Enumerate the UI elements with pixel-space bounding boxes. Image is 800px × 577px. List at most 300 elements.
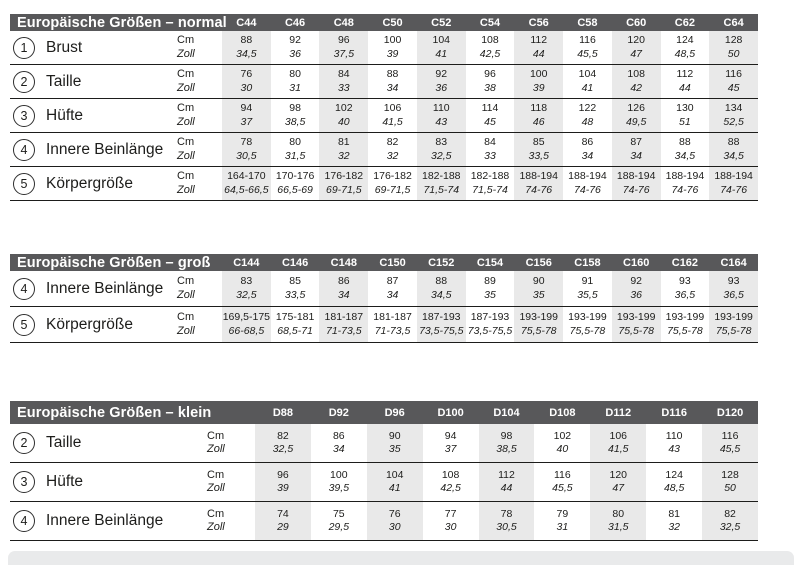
value-cell: [709, 167, 758, 200]
value-cell: [311, 424, 367, 462]
column-header: C150: [379, 256, 406, 269]
column-header: C52: [431, 16, 452, 29]
value-cell: [514, 65, 563, 98]
cm-value: 83: [435, 136, 448, 148]
cm-value: 193-199: [616, 311, 656, 323]
zoll-value: 40: [337, 115, 350, 128]
value-cell: [466, 65, 515, 98]
value-cell: [479, 463, 535, 501]
cm-value: 128: [724, 34, 743, 46]
circled-number: 2: [13, 432, 35, 454]
cm-value: 124: [665, 468, 683, 481]
value-cell: [255, 424, 311, 462]
value-cell: [368, 31, 417, 64]
value-cell: [417, 167, 466, 200]
cm-value: 128: [721, 468, 739, 481]
value-cell: [222, 307, 271, 342]
cm-value: 87: [630, 136, 643, 148]
circled-number: 3: [13, 471, 35, 493]
cm-value: 112: [530, 34, 548, 46]
cm-value: 88: [679, 136, 691, 148]
value-cell: [367, 424, 423, 462]
cm-value: 81: [668, 507, 680, 520]
cm-value: 80: [289, 68, 301, 80]
zoll-value: 35: [388, 443, 401, 455]
cm-value: 80: [289, 136, 301, 148]
table-header-bar: [10, 254, 758, 271]
value-cell: [514, 31, 563, 64]
cm-value: 102: [553, 429, 572, 442]
unit-zoll-label: Zoll: [207, 443, 225, 455]
value-cell: [612, 65, 661, 98]
value-cell: [311, 463, 367, 501]
cm-value: 84: [484, 136, 496, 148]
cm-value: 88: [727, 136, 740, 148]
unit-cm-label: Cm: [207, 507, 225, 520]
zoll-value: 52,5: [723, 115, 744, 128]
table-title: Europäische Größen – normal: [17, 14, 227, 31]
zoll-value: 37: [444, 443, 457, 455]
zoll-value: 36,5: [723, 288, 744, 301]
cm-value: 93: [679, 275, 691, 287]
cm-value: 96: [337, 34, 350, 46]
value-cell: [612, 307, 661, 342]
zoll-value: 30,5: [236, 149, 257, 162]
column-header: C44: [236, 16, 257, 29]
zoll-value: 41,5: [382, 115, 403, 128]
cm-value: 120: [627, 34, 645, 46]
column-header: C62: [674, 16, 695, 29]
column-header: C154: [476, 256, 504, 269]
cm-value: 118: [530, 102, 548, 114]
table-row: [10, 133, 758, 167]
value-cell: [661, 31, 710, 64]
value-cell: [702, 463, 758, 501]
value-cell: [222, 65, 271, 98]
cm-value: 112: [498, 468, 515, 481]
cm-value: 130: [676, 102, 694, 114]
value-cell: [479, 502, 535, 540]
column-header: C156: [525, 256, 552, 269]
row-label: Körpergröße: [46, 174, 134, 192]
zoll-value: 35: [484, 288, 496, 301]
zoll-value: 32,5: [719, 521, 741, 533]
zoll-value: 47: [612, 482, 625, 494]
cm-value: 187-193: [421, 311, 461, 323]
unit-cm-label: Cm: [177, 102, 195, 114]
value-cell: [534, 463, 590, 501]
circled-number: 4: [13, 510, 35, 532]
column-header: C164: [720, 256, 747, 269]
column-header: D120: [716, 406, 744, 419]
value-cell: [590, 463, 646, 501]
cm-value: 112: [676, 68, 694, 80]
zoll-value: 71-73,5: [374, 324, 411, 337]
zoll-value: 73,5-75,5: [467, 324, 513, 337]
cm-value: 126: [627, 102, 645, 114]
zoll-value: 75,5-78: [520, 324, 557, 337]
column-header: C54: [479, 16, 501, 29]
value-cell: [255, 463, 311, 501]
cm-value: 92: [630, 275, 643, 287]
cm-value: 85: [289, 275, 301, 287]
cm-value: 181-187: [373, 311, 412, 323]
cm-value: 83: [240, 275, 253, 287]
cm-value: 164-170: [227, 170, 266, 182]
value-cell: [709, 65, 758, 98]
cm-value: 116: [554, 468, 571, 481]
value-cell: [417, 133, 466, 166]
unit-cm-label: Cm: [177, 34, 195, 46]
value-cell: [368, 99, 417, 132]
value-cell: [661, 167, 710, 200]
cm-value: 79: [556, 507, 569, 520]
zoll-value: 30,5: [496, 521, 517, 533]
value-cell: [563, 31, 612, 64]
zoll-value: 66,5-69: [277, 183, 313, 196]
column-header: C46: [284, 16, 306, 29]
zoll-value: 37,5: [333, 47, 355, 60]
unit-cell: [165, 307, 222, 342]
cm-value: 91: [581, 275, 594, 287]
unit-cell: [165, 31, 222, 64]
cm-value: 77: [444, 507, 457, 520]
cm-value: 110: [665, 429, 683, 442]
value-cell: [590, 424, 646, 462]
column-header: C64: [723, 16, 744, 29]
zoll-value: 34: [337, 288, 350, 301]
value-cell: [661, 133, 710, 166]
zoll-value: 74-76: [622, 183, 650, 196]
cm-value: 98: [500, 429, 513, 442]
value-cell: [271, 31, 320, 64]
zoll-value: 36: [630, 288, 643, 301]
value-cell: [423, 463, 479, 501]
value-cell: [271, 99, 320, 132]
value-cell: [368, 133, 417, 166]
zoll-value: 32,5: [272, 443, 294, 455]
value-cell: [646, 502, 702, 540]
value-cell: [466, 271, 515, 306]
value-cell: [271, 133, 320, 166]
zoll-value: 45: [484, 115, 496, 128]
table-row: [10, 31, 758, 65]
cm-value: 188-194: [519, 170, 558, 182]
value-cell: [534, 424, 590, 462]
cm-value: 175-181: [275, 311, 315, 323]
value-cell: [319, 271, 368, 306]
cm-value: 188-194: [568, 170, 607, 182]
row-label-cell: [10, 307, 165, 342]
row-label-cell: [10, 463, 195, 501]
cm-value: 94: [240, 102, 253, 114]
unit-cell: [165, 271, 222, 306]
cm-value: 193-199: [568, 311, 607, 323]
zoll-value: 29,5: [328, 521, 350, 533]
cm-value: 76: [240, 68, 253, 80]
zoll-value: 44: [679, 81, 691, 94]
zoll-value: 36,5: [674, 288, 696, 301]
row-label-cell: [10, 167, 165, 200]
row-label-cell: [10, 502, 195, 540]
zoll-value: 31: [289, 81, 301, 94]
cm-value: 169,5-175: [222, 311, 270, 323]
table-row: [10, 65, 758, 99]
value-cell: [367, 463, 423, 501]
cm-value: 75: [332, 507, 345, 520]
column-header: C158: [574, 256, 601, 269]
value-cell: [222, 133, 271, 166]
zoll-value: 50: [727, 47, 740, 60]
zoll-value: 47: [630, 47, 643, 60]
zoll-value: 29: [277, 521, 289, 533]
cm-value: 104: [385, 468, 404, 481]
zoll-value: 31,5: [608, 521, 629, 533]
table-row: [10, 99, 758, 133]
zoll-value: 75,5-78: [569, 324, 606, 337]
cm-value: 124: [676, 34, 694, 46]
cm-value: 102: [335, 102, 353, 114]
row-label-cell: [10, 133, 165, 166]
value-cell: [612, 167, 661, 200]
value-cell: [319, 31, 368, 64]
table-row: [10, 307, 758, 343]
value-cell: [271, 65, 320, 98]
zoll-value: 74-76: [671, 183, 699, 196]
table-row: [10, 271, 758, 307]
column-header: D108: [549, 406, 576, 419]
value-cell: [612, 99, 661, 132]
zoll-value: 75,5-78: [667, 324, 703, 337]
value-cell: [271, 271, 320, 306]
table-row: [10, 167, 758, 201]
cm-value: 188-194: [665, 170, 705, 182]
unit-cell: [165, 65, 222, 98]
table-header-bar: [10, 14, 758, 31]
row-label: Brust: [46, 38, 83, 56]
column-header: C56: [528, 16, 549, 29]
column-header: C146: [281, 256, 309, 269]
circled-number: 3: [13, 105, 35, 127]
value-cell: [423, 424, 479, 462]
zoll-value: 71-73,5: [326, 324, 362, 337]
value-cell: [709, 31, 758, 64]
value-cell: [368, 307, 417, 342]
zoll-value: 43: [668, 443, 680, 455]
value-cell: [222, 167, 271, 200]
table-title: Europäische Größen – klein: [17, 404, 212, 421]
zoll-value: 32: [668, 521, 680, 533]
cm-value: 104: [578, 68, 597, 80]
cm-value: 89: [484, 275, 496, 287]
zoll-value: 39: [532, 81, 545, 94]
cm-value: 82: [724, 507, 736, 520]
column-header: C148: [330, 256, 357, 269]
column-header: C152: [428, 256, 455, 269]
zoll-value: 39: [386, 47, 399, 60]
value-cell: [709, 99, 758, 132]
zoll-value: 42,5: [440, 482, 461, 494]
value-cell: [319, 65, 368, 98]
value-cell: [466, 99, 515, 132]
column-header: C48: [333, 16, 354, 29]
circled-number: 4: [13, 139, 35, 161]
zoll-value: 50: [724, 482, 736, 494]
zoll-value: 64,5-66,5: [224, 183, 269, 196]
value-cell: [368, 167, 417, 200]
value-cell: [466, 133, 515, 166]
unit-cm-label: Cm: [177, 170, 195, 182]
zoll-value: 74-76: [525, 183, 553, 196]
value-cell: [368, 271, 417, 306]
cm-value: 176-182: [373, 170, 412, 182]
value-cell: [271, 167, 320, 200]
cm-value: 106: [609, 429, 628, 442]
unit-cell: [165, 133, 222, 166]
value-cell: [319, 307, 368, 342]
value-cell: [563, 271, 612, 306]
zoll-value: 74-76: [720, 183, 748, 196]
unit-zoll-label: Zoll: [207, 482, 225, 494]
zoll-value: 33: [337, 81, 350, 94]
unit-cm-label: Cm: [177, 311, 195, 323]
zoll-value: 32: [386, 149, 399, 162]
zoll-value: 71,5-74: [423, 183, 460, 196]
size-table-gross: [10, 254, 758, 343]
unit-zoll-label: Zoll: [177, 81, 195, 94]
unit-zoll-label: Zoll: [177, 149, 195, 162]
cm-value: 78: [500, 507, 513, 520]
zoll-value: 38,5: [496, 443, 517, 455]
size-table-normal: [10, 14, 758, 201]
value-cell: [417, 99, 466, 132]
value-cell: [466, 307, 515, 342]
zoll-value: 34: [581, 149, 594, 162]
zoll-value: 34,5: [431, 288, 452, 301]
column-header: D88: [272, 406, 294, 419]
value-cell: [466, 31, 515, 64]
value-cell: [590, 502, 646, 540]
cm-value: 100: [330, 468, 348, 481]
cm-value: 96: [484, 68, 496, 80]
value-cell: [255, 502, 311, 540]
value-cell: [709, 133, 758, 166]
zoll-value: 32,5: [236, 288, 257, 301]
zoll-value: 49,5: [625, 115, 647, 128]
zoll-value: 45,5: [552, 482, 573, 494]
unit-zoll-label: Zoll: [177, 324, 195, 337]
cm-value: 108: [441, 468, 460, 481]
zoll-value: 33,5: [284, 288, 306, 301]
column-header: D96: [384, 406, 405, 419]
circled-number: 5: [13, 173, 35, 195]
cm-value: 100: [529, 68, 548, 80]
zoll-value: 71,5-74: [472, 183, 508, 196]
cm-value: 96: [277, 468, 289, 481]
value-cell: [646, 463, 702, 501]
zoll-value: 32: [337, 149, 350, 162]
zoll-value: 38,5: [284, 115, 306, 128]
cm-value: 188-194: [714, 170, 753, 182]
cm-value: 116: [725, 68, 742, 80]
zoll-value: 45: [727, 81, 740, 94]
value-cell: [612, 271, 661, 306]
cm-value: 80: [612, 507, 625, 520]
value-cell: [563, 167, 612, 200]
zoll-value: 36: [289, 47, 301, 60]
zoll-value: 34: [386, 81, 399, 94]
row-label-cell: [10, 31, 165, 64]
cm-value: 182-188: [421, 170, 461, 182]
zoll-value: 43: [435, 115, 448, 128]
value-cell: [319, 167, 368, 200]
zoll-value: 30: [444, 521, 457, 533]
unit-cell: [195, 502, 255, 540]
zoll-value: 31,5: [284, 149, 306, 162]
cm-value: 176-182: [324, 170, 364, 182]
column-header: C162: [671, 256, 699, 269]
value-cell: [514, 271, 563, 306]
cm-value: 120: [609, 468, 628, 481]
zoll-value: 44: [500, 482, 513, 494]
zoll-value: 34,5: [674, 149, 696, 162]
row-label: Innere Beinlänge: [46, 140, 164, 158]
zoll-value: 74-76: [574, 183, 601, 196]
zoll-value: 48: [581, 115, 594, 128]
zoll-value: 45,5: [577, 47, 598, 60]
zoll-value: 40: [556, 443, 569, 455]
value-cell: [709, 307, 758, 342]
zoll-value: 34: [630, 149, 643, 162]
cm-value: 94: [444, 429, 457, 442]
zoll-value: 69-71,5: [374, 183, 411, 196]
cm-value: 93: [727, 275, 740, 287]
zoll-value: 51: [679, 115, 691, 128]
cm-value: 193-199: [665, 311, 705, 323]
cm-value: 193-199: [714, 311, 753, 323]
circled-number: 4: [13, 278, 35, 300]
unit-cell: [165, 99, 222, 132]
row-label-cell: [10, 65, 165, 98]
value-cell: [612, 31, 661, 64]
cm-value: 193-199: [519, 311, 558, 323]
zoll-value: 45,5: [719, 443, 741, 455]
zoll-value: 30: [388, 521, 401, 533]
zoll-value: 46: [532, 115, 545, 128]
unit-zoll-label: Zoll: [177, 183, 195, 196]
value-cell: [612, 133, 661, 166]
value-cell: [367, 502, 423, 540]
cm-value: 88: [386, 68, 399, 80]
cm-value: 86: [337, 275, 350, 287]
row-label: Taille: [46, 72, 82, 90]
row-label: Körpergröße: [46, 315, 134, 333]
unit-zoll-label: Zoll: [207, 521, 225, 533]
cm-value: 86: [581, 136, 594, 148]
value-cell: [319, 99, 368, 132]
column-header: D100: [437, 406, 464, 419]
row-label: Hüfte: [46, 106, 84, 124]
row-label-cell: [10, 424, 195, 462]
column-header: D112: [605, 406, 632, 419]
zoll-value: 35,5: [577, 288, 598, 301]
row-label: Hüfte: [46, 473, 84, 490]
cm-value: 188-194: [616, 170, 656, 182]
value-cell: [466, 167, 515, 200]
table-title: Europäische Größen – groß: [17, 254, 211, 271]
value-cell: [222, 99, 271, 132]
cm-value: 116: [579, 34, 596, 46]
